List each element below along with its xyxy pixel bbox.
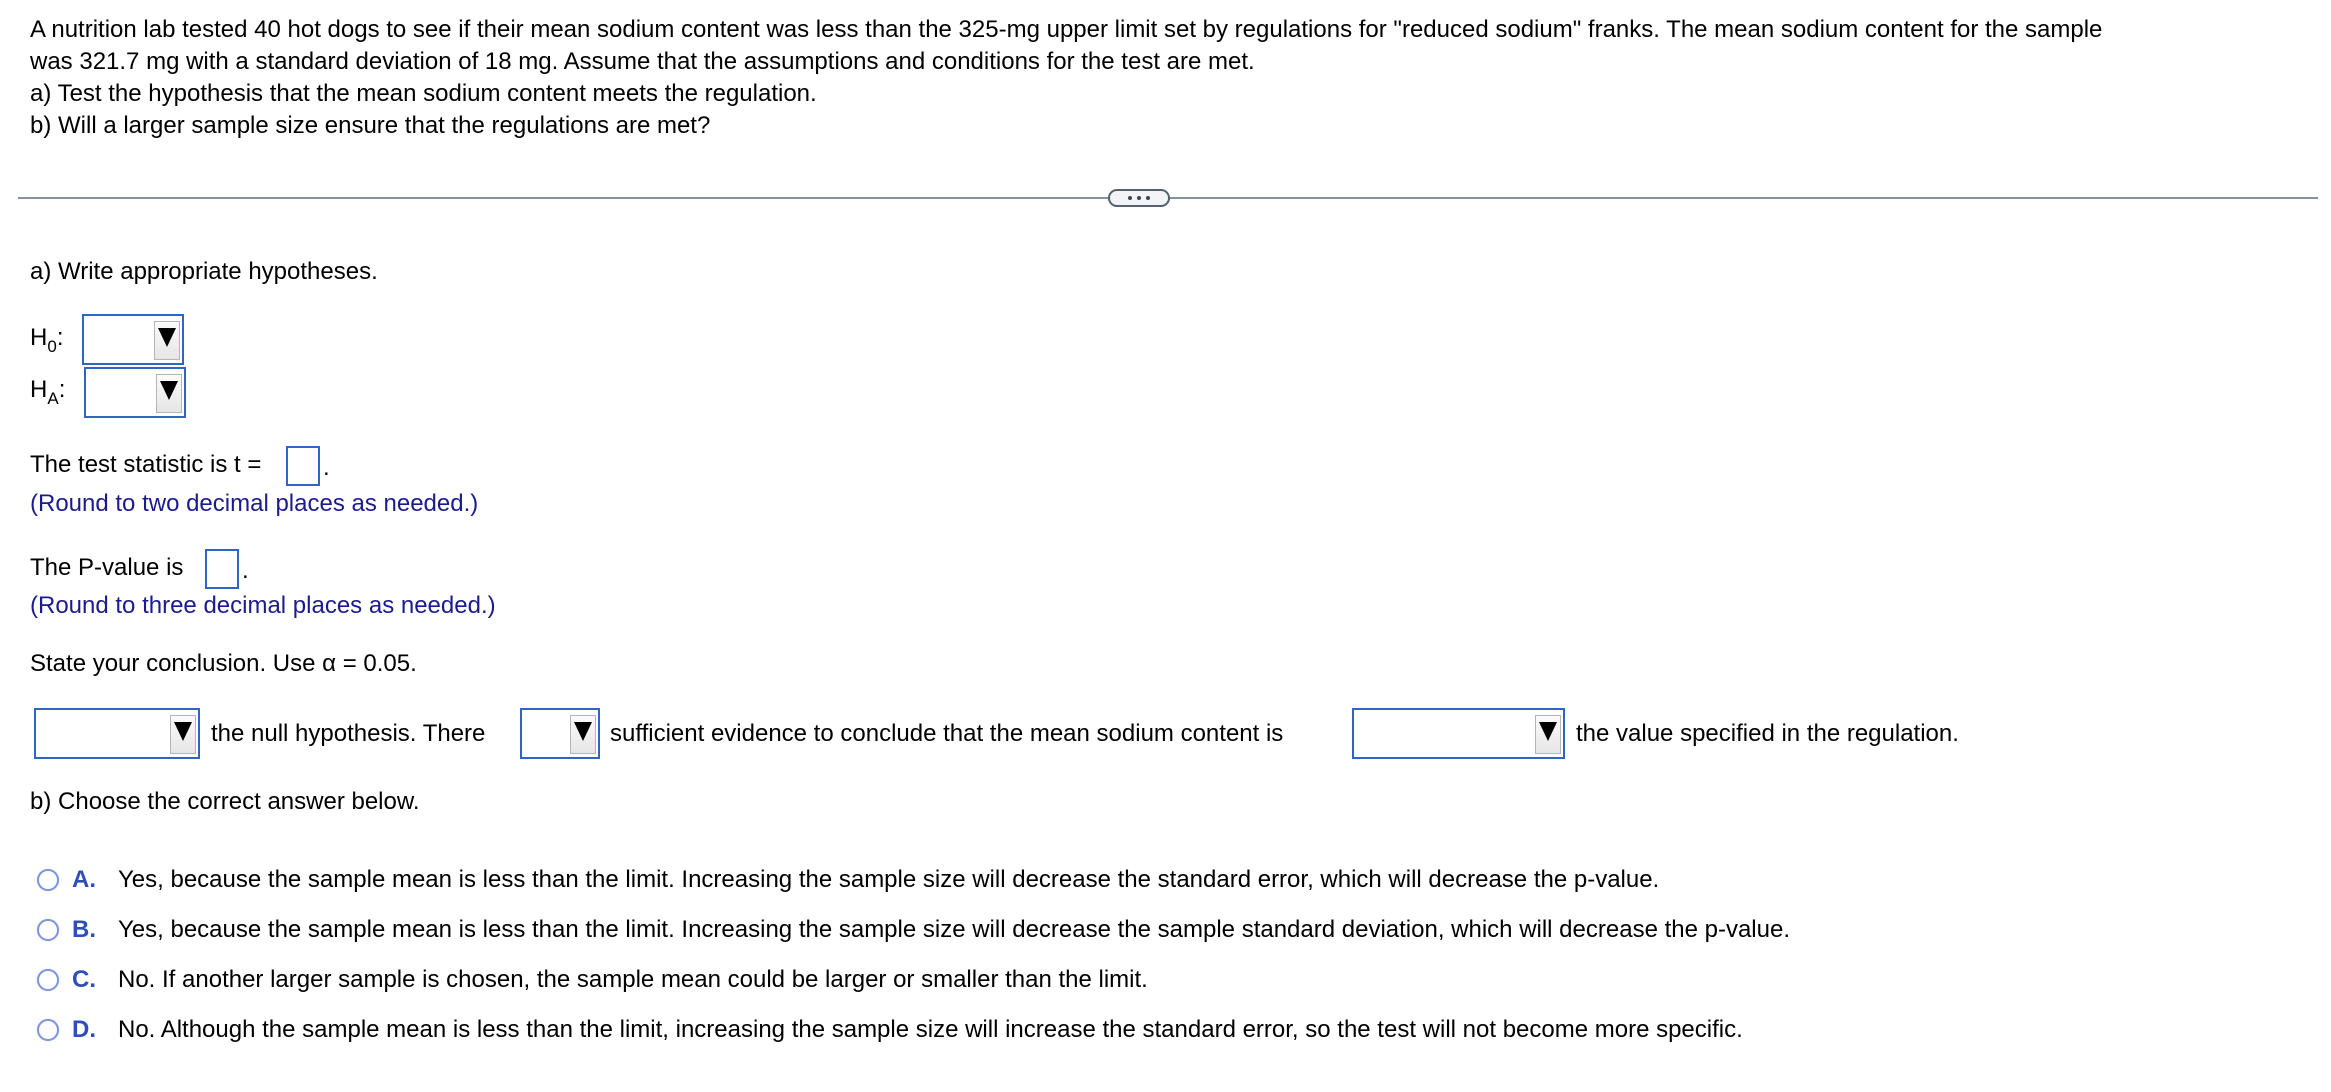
option-text[interactable]: Yes, because the sample mean is less than the limit. Increasing the sample size will decrease the standard error, which will decrease the p-value.	[118, 866, 1660, 893]
dropdown-arrow-button[interactable]	[156, 374, 182, 413]
p-value-hint: (Round to three decimal places as needed.)	[30, 592, 496, 619]
p-value-input[interactable]	[205, 549, 239, 589]
option-letter: B.	[72, 916, 96, 943]
ellipsis-icon	[1128, 196, 1132, 200]
option-letter: C.	[72, 966, 96, 993]
p-value-prompt: The P-value is	[30, 554, 184, 581]
radio-button-b[interactable]	[37, 919, 59, 941]
ha-subscript: A	[47, 389, 59, 408]
ellipsis-dot	[1146, 196, 1150, 200]
problem-line-4: b) Will a larger sample size ensure that the regulations are met?	[30, 112, 711, 139]
h0-label	[30, 322, 63, 356]
test-statistic-input[interactable]	[286, 446, 320, 486]
part-a-heading: a) Write appropriate hypotheses.	[30, 258, 378, 285]
part-b-heading: b) Choose the correct answer below.	[30, 788, 420, 815]
comparison-dropdown[interactable]	[1352, 708, 1565, 759]
option-text[interactable]: Yes, because the sample mean is less than the limit. Increasing the sample size will decrease the sample standard deviation, which will decrease the p-value.	[118, 916, 1790, 943]
option-text[interactable]: No. Although the sample mean is less than the limit, increasing the sample size will increase the standard error, so the test will not become more specific.	[118, 1016, 1743, 1043]
triangle-down-icon	[574, 722, 592, 741]
ha-label	[30, 374, 65, 408]
dropdown-arrow-button[interactable]	[1535, 715, 1561, 754]
test-statistic-hint: (Round to two decimal places as needed.)	[30, 490, 479, 517]
h0-colon: :	[56, 324, 64, 351]
conclusion-prompt: State your conclusion. Use α = 0.05.	[30, 650, 417, 677]
evidence-dropdown[interactable]	[520, 708, 600, 759]
dropdown-arrow-button[interactable]	[570, 715, 596, 754]
conclusion-text-2: sufficient evidence to conclude that the mean sodium content is	[610, 720, 1284, 747]
radio-button-c[interactable]	[37, 969, 59, 991]
triangle-down-icon	[158, 328, 176, 347]
h0-letter: H	[30, 324, 48, 351]
triangle-down-icon	[160, 381, 178, 400]
p-value-period: .	[242, 557, 249, 584]
ha-colon: :	[58, 376, 66, 403]
conclusion-text-1: the null hypothesis. There	[211, 720, 486, 747]
ellipsis-dot	[1137, 196, 1141, 200]
option-text[interactable]: No. If another larger sample is chosen, the sample mean could be larger or smaller than the limit.	[118, 966, 1148, 993]
test-statistic-prompt: The test statistic is t =	[30, 451, 262, 478]
dropdown-arrow-button[interactable]	[154, 321, 180, 360]
ha-letter: H	[30, 376, 48, 403]
h0-subscript: 0	[47, 337, 57, 356]
expand-more-button[interactable]	[1108, 189, 1170, 207]
radio-button-a[interactable]	[37, 869, 59, 891]
ha-dropdown[interactable]	[84, 367, 186, 418]
triangle-down-icon	[174, 722, 192, 741]
problem-line-1: A nutrition lab tested 40 hot dogs to see if their mean sodium content was less than the 325-mg upper limit set by regulations for "reduced sodium" franks. The mean sodium content for the sample	[30, 16, 2103, 43]
test-statistic-period: .	[323, 454, 330, 481]
option-letter: D.	[72, 1016, 96, 1043]
reject-decision-dropdown[interactable]	[34, 708, 200, 759]
option-letter: A.	[72, 866, 96, 893]
problem-line-2: was 321.7 mg with a standard deviation of 18 mg. Assume that the assumptions and conditions for the test are met.	[30, 48, 1255, 75]
conclusion-text-3: the value specified in the regulation.	[1576, 720, 1959, 747]
dropdown-arrow-button[interactable]	[170, 715, 196, 754]
radio-button-d[interactable]	[37, 1019, 59, 1041]
problem-line-3: a) Test the hypothesis that the mean sodium content meets the regulation.	[30, 80, 817, 107]
triangle-down-icon	[1539, 722, 1557, 741]
h0-dropdown[interactable]	[82, 314, 184, 365]
